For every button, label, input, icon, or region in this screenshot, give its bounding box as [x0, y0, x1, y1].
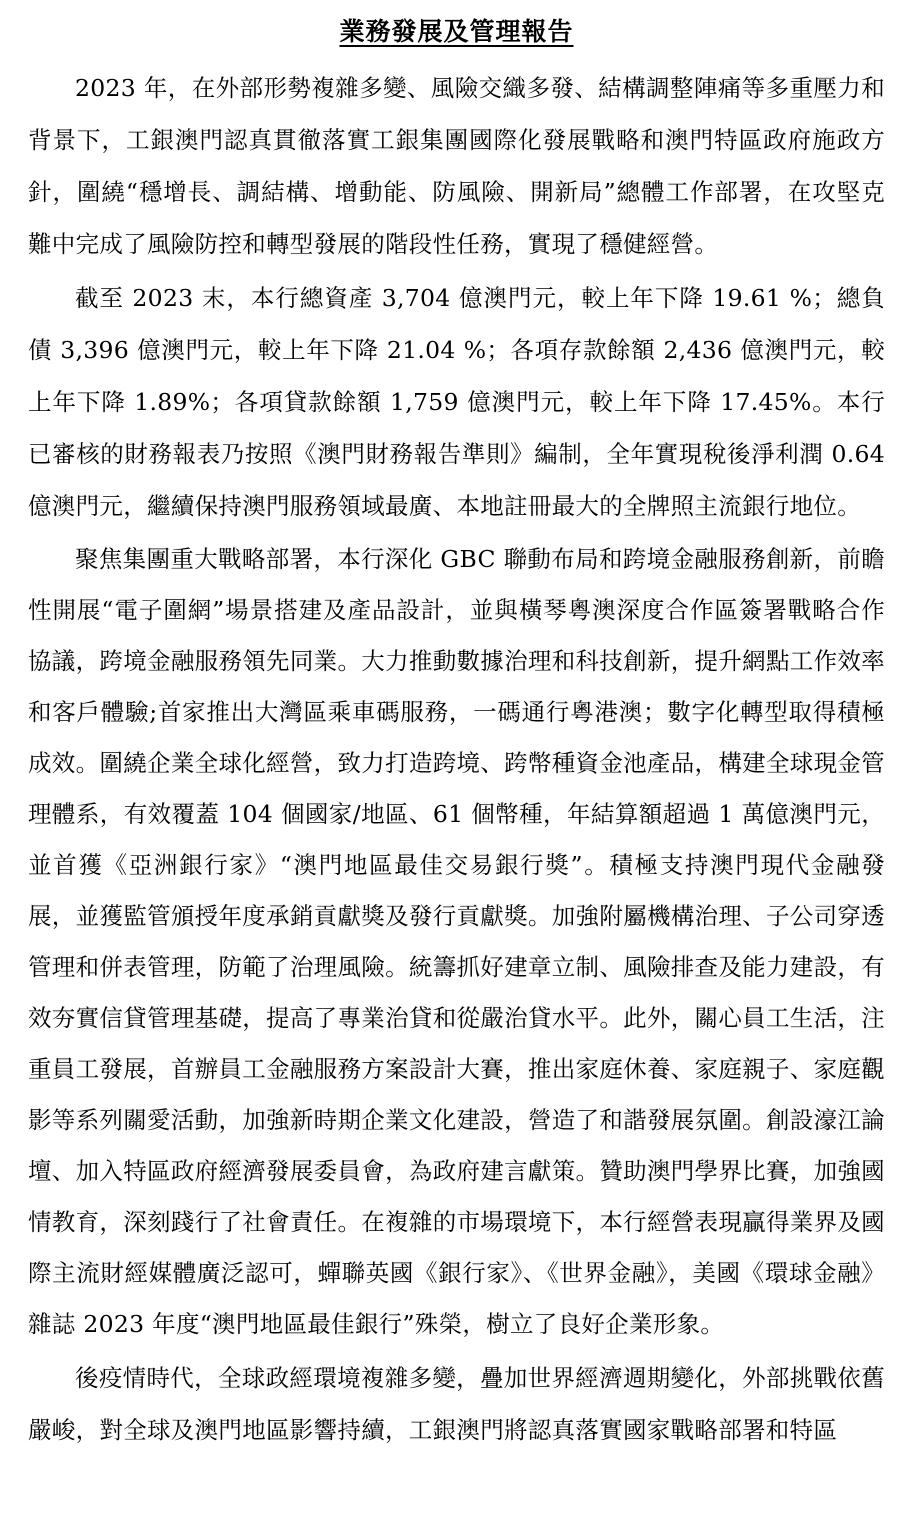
page-title: 業務發展及管理報告	[339, 17, 574, 46]
paragraph-1: 2023 年，在外部形勢複雜多變、風險交織多發、結構調整陣痛等多重壓力和背景下，工銀澳門認真貫徹落實工銀集團國際化發展戰略和澳門特區政府施政方針，圍繞“穩增長、調結構、增動能、防風險、開新局”總體工作部署，在攻堅克難中完成了風險防控和轉型發展的階段性任務，實現了穩健經營。	[28, 74, 885, 258]
paragraph-4: 後疫情時代，全球政經環境複雜多變，疊加世界經濟週期變化，外部挑戰依舊嚴峻，對全球及澳門地區影響持續，工銀澳門將認真落實國家戰略部署和特區	[28, 1364, 885, 1444]
paragraph-3: 聚焦集團重大戰略部署，本行深化 GBC 聯動布局和跨境金融服務創新，前瞻性開展“電子圍網”場景搭建及產品設計，並與橫琴粵澳深度合作區簽署戰略合作協議，跨境金融服務領先同業。大力推動數據治理和科技創新，提升網點工作效率和客戶體驗;首家推出大灣區乘車碼服務，一碼通行粵港澳；數字化轉型取得積極成效。圍繞企業全球化經營，致力打造跨境、跨幣種資金池產品，構建全球現金管理體系，有效覆蓋 104 個國家/地區、61 個幣種，年結算額超過 1 萬億澳門元，並首獲《亞洲銀行家》“澳門地區最佳交易銀行獎”。積極支持澳門現代金融發展，並獲監管頒授年度承銷貢獻獎及發行貢獻獎。加強附屬機構治理、子公司穿透管理和併表管理，防範了治理風險。統籌抓好建章立制、風險排查及能力建設，有效夯實信貸管理基礎，提高了專業治貸和從嚴治貸水平。此外，關心員工生活，注重員工發展，首辦員工金融服務方案設計大賽，推出家庭休養、家庭親子、家庭觀影等系列關愛活動，加強新時期企業文化建設，營造了和諧發展氛圍。創設濠江論壇、加入特區政府經濟發展委員會，為政府建言獻策。贊助澳門學界比賽，加強國情教育，深刻踐行了社會責任。在複雜的市場環境下，本行經營表現贏得業界及國際主流財經媒體廣泛認可，蟬聯英國《銀行家》、《世界金融》，美國《環球金融》雜誌 2023 年度“澳門地區最佳銀行”殊榮，樹立了良好企業形象。	[28, 545, 885, 1338]
paragraph-2: 截至 2023 末，本行總資產 3,704 億澳門元，較上年下降 19.61 %；總負債 3,396 億澳門元，較上年下降 21.04 %；各項存款餘額 2,436 億澳門元，較上年下降 1.89%；各項貸款餘額 1,759 億澳門元，較上年下降 17.45%。本行已審核的財務報表乃按照《澳門財務報告準則》編制，全年實現稅後淨利潤 0.64 億澳門元，繼續保持澳門服務領域最廣、本地註冊最大的全牌照主流銀行地位。	[28, 284, 885, 520]
